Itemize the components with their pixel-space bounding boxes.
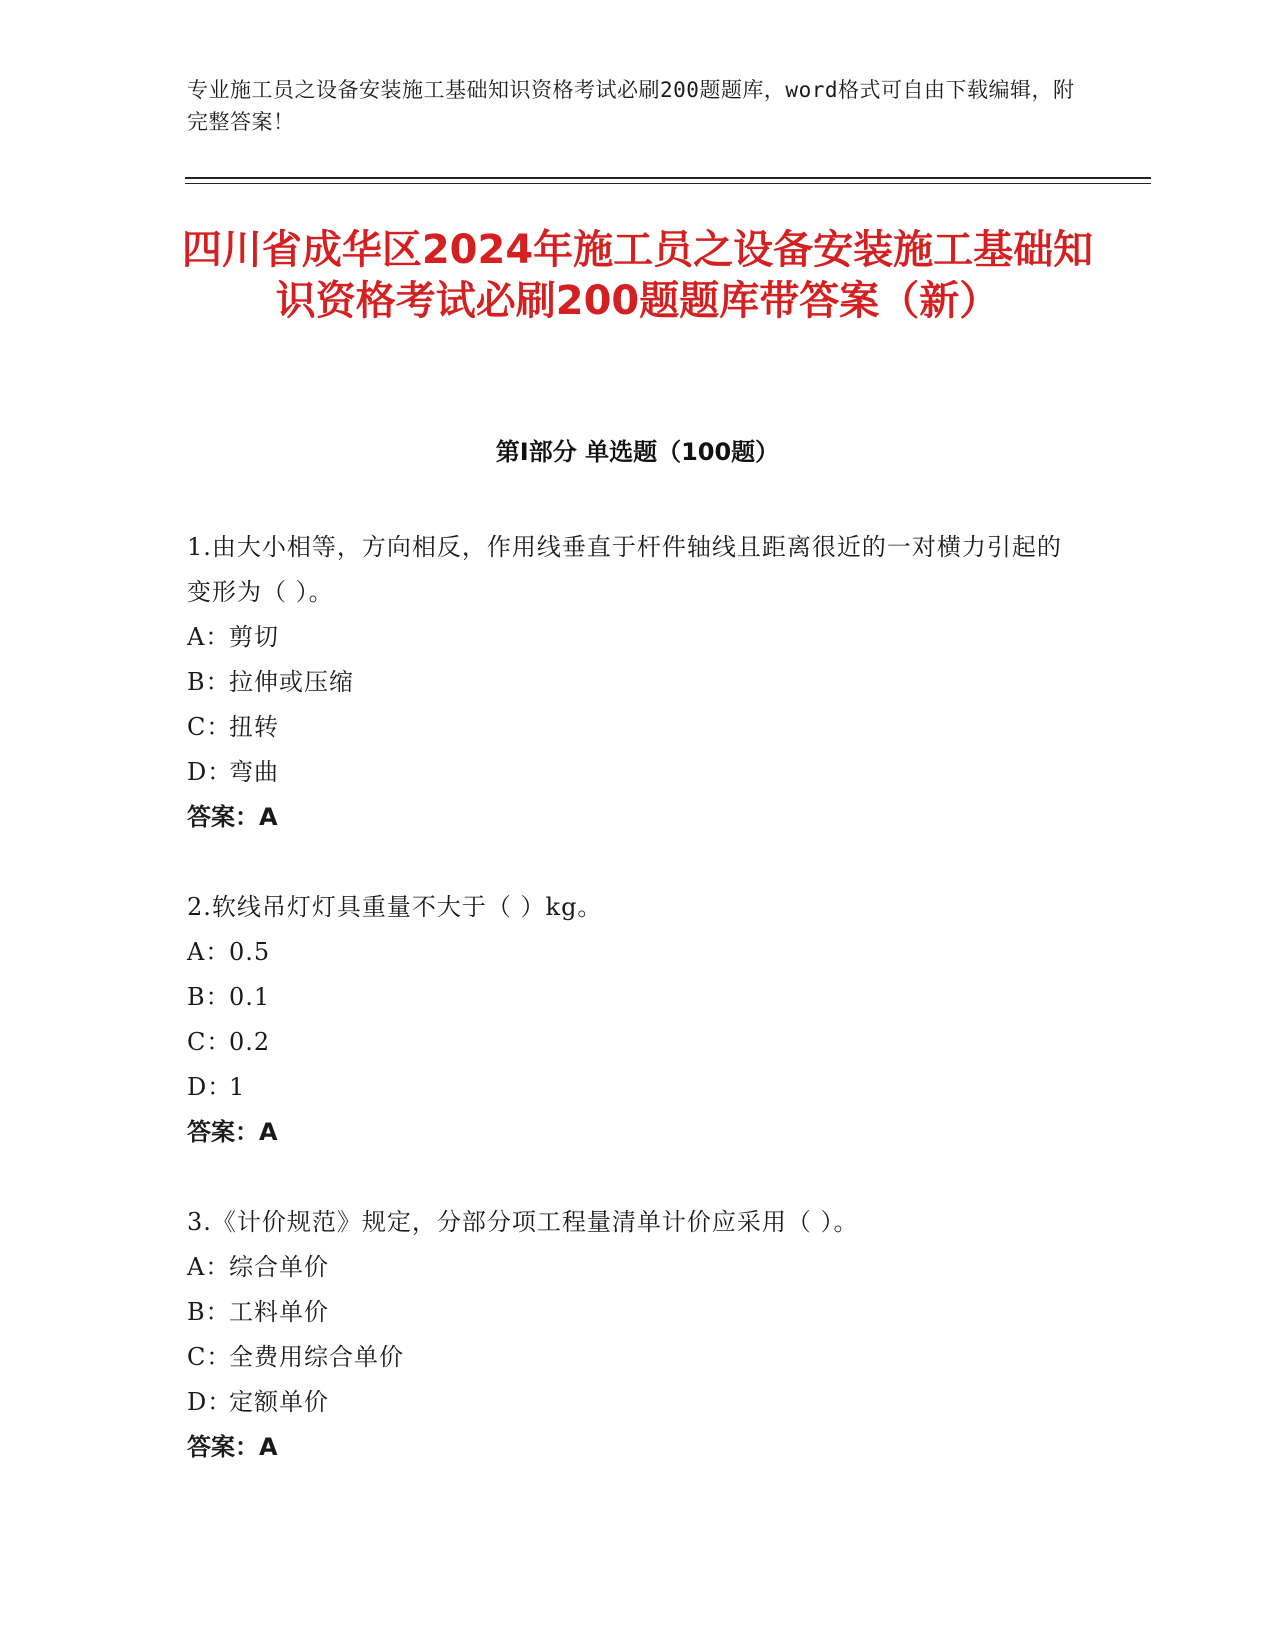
option-key: A： [187,1253,231,1281]
question-item [187,885,1067,1155]
option-text: 0.1 [229,983,271,1011]
option-text: 1 [229,1073,246,1101]
question-item [187,525,1067,840]
answer-line: 答案：A [187,1118,278,1146]
option-c [187,1335,1067,1380]
answer-line: 答案：A [187,1433,278,1461]
option-key: B： [187,983,231,1011]
option-key: D： [187,1388,233,1416]
option-c [187,1020,1067,1065]
header-divider-thick [185,177,1151,179]
option-text: 0.2 [229,1028,271,1056]
option-key: C： [187,713,232,741]
option-d [187,1065,1067,1110]
option-b [187,1290,1067,1335]
option-key: A： [187,623,231,651]
option-b [187,975,1067,1020]
option-c [187,705,1067,750]
option-b [187,660,1067,705]
option-text: 扭转 [229,713,279,741]
option-text: 拉伸或压缩 [229,668,354,696]
question-stem: 3.《计价规范》规定，分部分项工程量清单计价应采用（ ）。 [187,1208,859,1236]
option-key: D： [187,758,233,786]
option-text: 定额单价 [229,1388,329,1416]
option-key: B： [187,668,231,696]
option-text: 工料单价 [229,1298,329,1326]
option-d [187,1380,1067,1425]
question-stem: 1.由大小相等，方向相反，作用线垂直于杆件轴线且距离很近的一对横力引起的变形为（ ）。 [187,533,1062,606]
option-text: 综合单价 [229,1253,329,1281]
header-note: 专业施工员之设备安装施工基础知识资格考试必刷200题题库，word格式可自由下载编辑，附完整答案！ [187,78,1075,134]
option-text: 全费用综合单价 [229,1343,404,1371]
option-a [187,1245,1067,1290]
option-a [187,930,1067,975]
option-text: 0.5 [229,938,271,966]
question-stem: 2.软线吊灯灯具重量不大于（ ）kg。 [187,893,603,921]
answer-line: 答案：A [187,803,278,831]
option-key: B： [187,1298,231,1326]
question-item [187,1200,1067,1470]
header-divider-thin [185,183,1151,184]
document-title: 四川省成华区2024年施工员之设备安装施工基础知识资格考试必刷200题题库带答案（新） [181,227,1094,324]
option-key: C： [187,1028,232,1056]
section-title: 第Ⅰ部分 单选题（100题） [495,438,780,466]
option-text: 剪切 [229,623,279,651]
option-d [187,750,1067,795]
option-a [187,615,1067,660]
option-key: C： [187,1343,232,1371]
option-key: D： [187,1073,233,1101]
option-key: A： [187,938,231,966]
option-text: 弯曲 [229,758,279,786]
